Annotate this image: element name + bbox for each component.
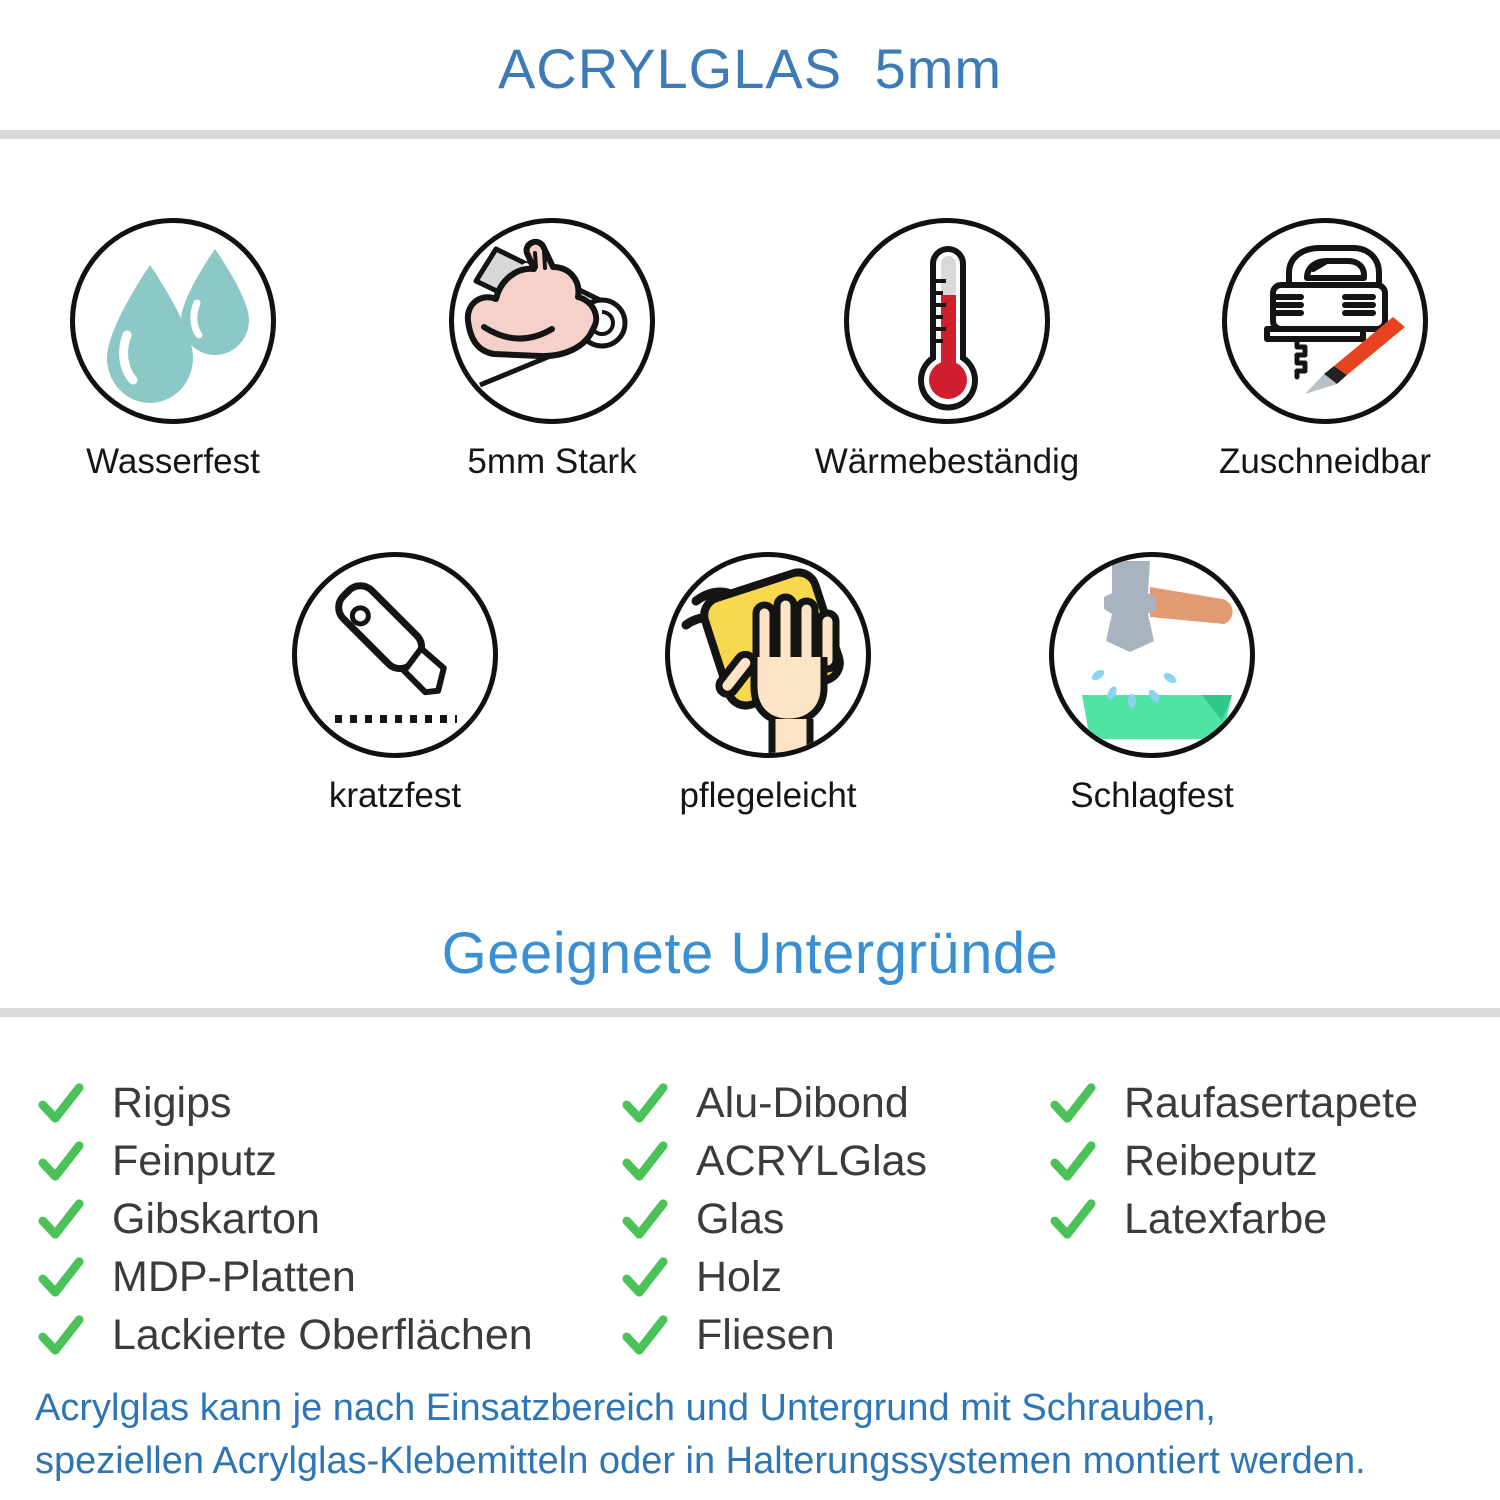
checkmark-icon [622, 1312, 668, 1358]
water-drops-icon [70, 218, 276, 424]
substrate-column-1 [38, 1074, 533, 1364]
hand-cloth-icon [665, 552, 871, 758]
thermometer-icon [844, 218, 1050, 424]
list-item [1050, 1132, 1418, 1190]
checkmark-icon [38, 1080, 84, 1126]
list-item [1050, 1074, 1418, 1132]
substrate-label: MDP-Platten [112, 1252, 356, 1301]
feature-label: Schlagfest [1070, 776, 1234, 815]
substrate-label: Holz [696, 1252, 783, 1301]
section-title: Geeignete Untergründe [441, 921, 1059, 986]
substrate-label: Glas [696, 1194, 785, 1243]
feature-label: Wasserfest [86, 442, 260, 481]
checkmark-icon [622, 1138, 668, 1184]
feature-label: pflegeleicht [679, 776, 857, 815]
substrate-label: Rigips [112, 1078, 232, 1127]
feature-schlagfest [987, 552, 1317, 816]
feature-5mm-stark [387, 218, 717, 482]
page-title: ACRYLGLAS 5mm [497, 37, 1003, 100]
list-item [622, 1248, 927, 1306]
checkmark-icon [38, 1254, 84, 1300]
feature-label: Wärmebeständig [814, 442, 1080, 481]
feature-kratzfest [230, 552, 560, 816]
footer-line-1: Acrylglas kann je nach Einsatzbereich und Untergrund mit Schrauben, [35, 1387, 1216, 1429]
list-item [622, 1074, 927, 1132]
jigsaw-icon [1222, 218, 1428, 424]
substrate-label: Alu-Dibond [696, 1078, 909, 1127]
feature-zuschneidbar [1160, 218, 1490, 482]
list-item [38, 1306, 533, 1364]
substrate-label: Raufasertapete [1124, 1078, 1419, 1127]
substrate-label: Latexfarbe [1124, 1194, 1328, 1243]
substrate-label: Gibskarton [112, 1194, 320, 1243]
footer-note [35, 1382, 1495, 1488]
checkmark-icon [38, 1312, 84, 1358]
checkmark-icon [38, 1196, 84, 1242]
list-item [1050, 1190, 1418, 1248]
checkmark-icon [1050, 1080, 1096, 1126]
feature-waermebestaendig [782, 218, 1112, 482]
substrate-label: Lackierte Oberflächen [112, 1310, 533, 1359]
substrate-label: Reibeputz [1124, 1136, 1318, 1185]
checkmark-icon [1050, 1138, 1096, 1184]
substrate-column-2 [622, 1074, 927, 1364]
checkmark-icon [622, 1196, 668, 1242]
checkmark-icon [1050, 1196, 1096, 1242]
divider-top [0, 130, 1500, 139]
checkmark-icon [622, 1080, 668, 1126]
list-item [622, 1306, 927, 1364]
substrate-label: Feinputz [112, 1136, 277, 1185]
feature-wasserfest [8, 218, 338, 482]
list-item [38, 1132, 533, 1190]
hammer-icon [1049, 552, 1255, 758]
divider-middle [0, 1008, 1500, 1017]
list-item [38, 1074, 533, 1132]
feature-pflegeleicht [603, 552, 933, 816]
substrate-label: Fliesen [696, 1310, 835, 1359]
feature-label: Zuschneidbar [1218, 442, 1432, 481]
feature-label: 5mm Stark [467, 442, 637, 481]
list-item [622, 1190, 927, 1248]
list-item [38, 1190, 533, 1248]
list-item [38, 1248, 533, 1306]
footer-line-2: speziellen Acrylglas-Klebemitteln oder in Halterungssystemen montiert werden. [35, 1440, 1366, 1482]
list-item [622, 1132, 927, 1190]
substrate-column-3 [1050, 1074, 1418, 1248]
substrate-label: ACRYLGlas [696, 1136, 928, 1185]
utility-knife-icon [292, 552, 498, 758]
checkmark-icon [38, 1138, 84, 1184]
feature-label: kratzfest [328, 776, 462, 815]
muscle-arm-icon [449, 218, 655, 424]
checkmark-icon [622, 1254, 668, 1300]
